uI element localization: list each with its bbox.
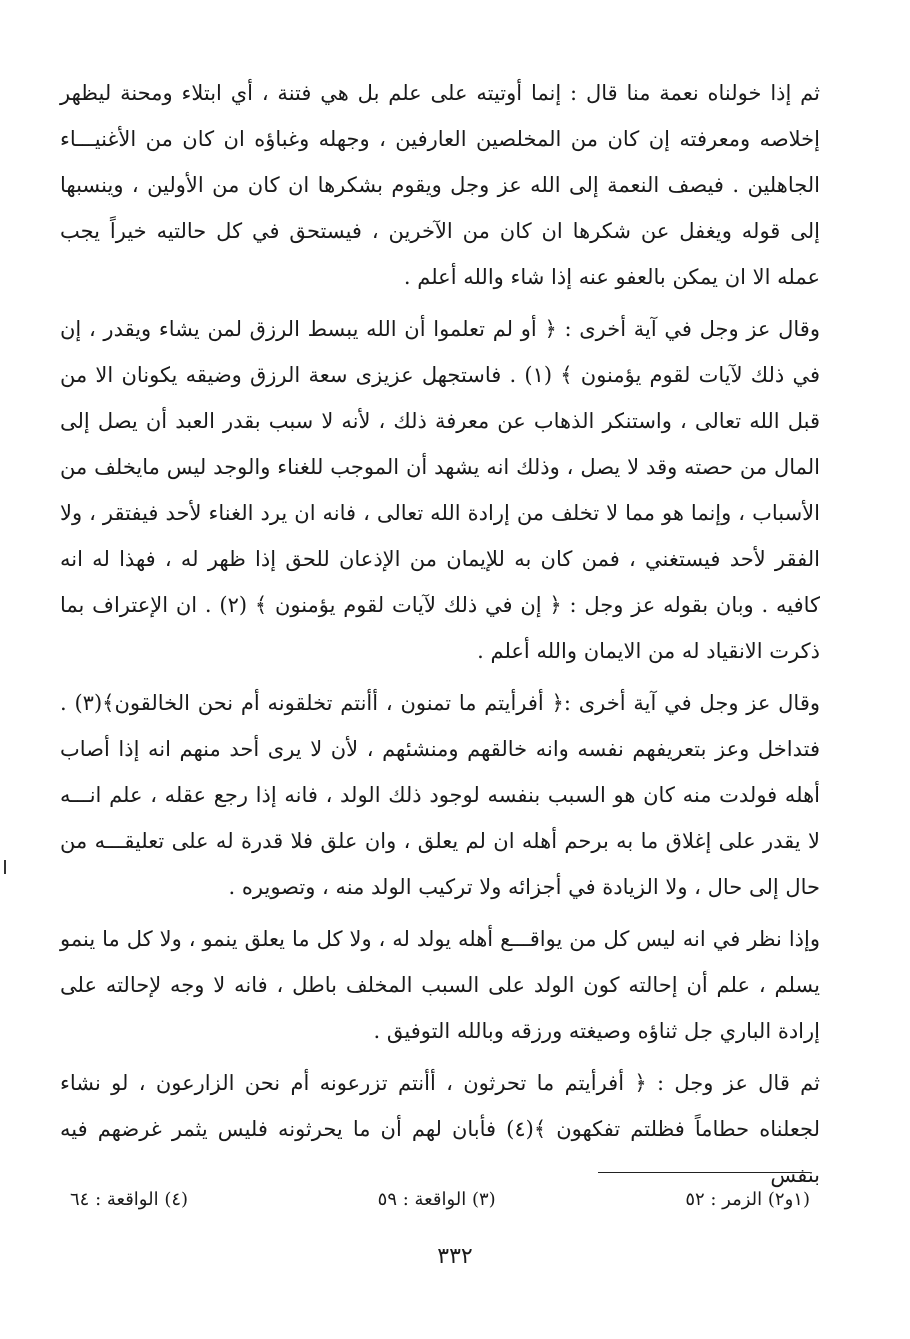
- footnote-4: (٤) الواقعة : ٦٤: [70, 1189, 189, 1210]
- paragraph-1: ثم إذا خولناه نعمة منا قال : إنما أوتيته على علم بل هي فتنة ، أي ابتلاء ومحنة ليظهر إخلاصه ومعرفته إن كان من المخلصين العارفين ، وجهله وغباؤه ان كان من الأغنيـــاء الجاهلين . فيصف النعمة إلى الله عز وجل ويقوم بشكرها ان كان من الأولين ، وينسبها إلى قوله ويغفل عن شكرها ان كان من الآخرين ، فيستحق في كل حالتيه خيراً يجب عمله الا ان يمكن بالعفو عنه إذا شاء والله أعلم .: [60, 81, 821, 289]
- page-body: [60, 70, 820, 1204]
- footnote-1-2: (١و٢) الزمر : ٥٢: [685, 1189, 810, 1210]
- paragraph-3: وقال عز وجل في آية أخرى :﴿ أفرأيتم ما تمنون ، أأنتم تخلقونه أم نحن الخالقون﴾(٣) . فتداخل وعز بتعريفهم نفسه وانه خالقهم ومنشئهم ، لأن لا يرى أحد منهم انه إذا أصاب أهله فولدت منه كان هو السبب بنفسه لوجود ذلك الولد ، فانه إذا رجع عقله ، علم انـــه لا يقدر على إغلاق ما به برحم أهله ان لم يعلق ، وان علق فلا قدرة له على تعليقـــه من حال إلى حال ، ولا الزيادة في أجزائه ولا تركيب الولد منه ، وتصويره .: [60, 691, 821, 899]
- footnote-divider: [598, 1172, 810, 1173]
- footnote-3: (٣) الواقعة : ٥٩: [377, 1189, 496, 1210]
- page-number: ٣٣٢: [437, 1244, 473, 1269]
- footnotes: [70, 1186, 810, 1214]
- margin-mark: [4, 860, 6, 874]
- paragraph-5: ثم قال عز وجل : ﴿ أفرأيتم ما تحرثون ، أأنتم تزرعونه أم نحن الزارعون ، لو نشاء لجعلناه حطاماً فظلتم تفكهون ﴾(٤) فأبان لهم أن ما يحرثونه فليس يثمر غرضهم فيه بنفس: [60, 1071, 820, 1187]
- paragraph-2: وقال عز وجل في آية أخرى : ﴿ أو لم تعلموا أن الله يبسط الرزق لمن يشاء ويقدر ، إن في ذلك لآيات لقوم يؤمنون ﴾ (١) . فاستجهل عزيزى سعة الرزق وضيقه يكونان الا من قبل الله تعالى ، واستنكر الذهاب عن معرفة ذلك ، لأنه لا سبب بقدر العبد أن يصل إلى المال من حصته وقد لا يصل ، وذلك انه يشهد أن الموجب للغناء والوجد ليس مايخلف من الأسباب ، وإنما هو مما لا تخلف من إرادة الله تعالى ، فانه ان يرد الغناء لأحد فيفتقر ، ولا الفقر لأحد فيستغني ، فمن كان به للإيمان من الإذعان للحق إذا ظهر له ، فهذا له انه كافيه . وبان بقوله عز وجل : ﴿ إن في ذلك لآيات لقوم يؤمنون ﴾ (٢) . ان الإعتراف بما ذكرت الانقياد له من الايمان والله أعلم .: [60, 317, 821, 663]
- paragraph-4: وإذا نظر في انه ليس كل من يواقـــع أهله يولد له ، ولا كل ما يعلق ينمو ، ولا كل ما ينمو يسلم ، علم أن إحالته كون الولد على السبب المخلف باطل ، فانه لا وجه لإحالته على إرادة الباري جل ثناؤه وصيغته ورزقه وبالله التوفيق .: [60, 927, 820, 1043]
